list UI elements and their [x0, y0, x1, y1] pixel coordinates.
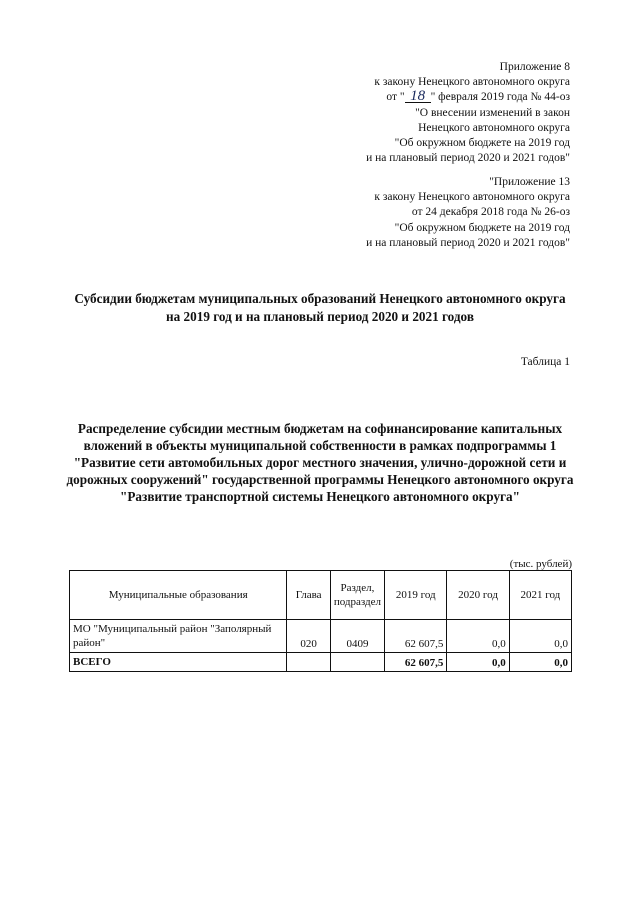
row-2021: 0,0 — [509, 620, 571, 653]
table-header-row — [70, 571, 572, 620]
table-label: Таблица 1 — [520, 356, 570, 368]
appendix-8-line-5: Ненецкого автономного округа — [418, 121, 570, 134]
appendix-8-header — [250, 60, 570, 166]
total-2020: 0,0 — [447, 653, 509, 672]
table-title: Распределение субсидии местным бюджетам на софинансирование капитальных вложений в объекты муниципальной собственности в рамках подпрограммы 1 "Развитие сети автомобильных дорог местного значения, улично-дорожной сети и дорожных сооружений" государственной программы Ненецкого автономного округа "Развитие транспортной системы Ненецкого автономного округа" — [66, 421, 574, 504]
date-suffix: " февраля 2019 года № 44-оз — [430, 91, 570, 104]
document-title: Субсидии бюджетам муниципальных образований Ненецкого автономного округа на 2019 год и на плановый период 2020 и 2021 годов — [74, 291, 566, 324]
total-2021: 0,0 — [509, 653, 571, 672]
total-glava-empty — [287, 653, 330, 672]
date-prefix: от " — [386, 91, 405, 104]
appendix-8-line-4: "О внесении изменений в закон — [415, 106, 570, 119]
total-razdel-empty — [330, 653, 384, 672]
row-2020: 0,0 — [447, 620, 509, 653]
appendix-8-number: Приложение 8 — [499, 61, 570, 73]
appendix-13-line-5: и на плановый период 2020 и 2021 годов" — [366, 236, 570, 249]
appendix-13-number: "Приложение 13 — [489, 176, 570, 188]
appendix-13-law-ref: к закону Ненецкого автономного округа — [374, 191, 570, 204]
row-glava: 020 — [287, 620, 330, 653]
appendix-13-line-4: "Об окружном бюджете на 2019 год — [394, 221, 570, 234]
handwritten-day: 18 — [405, 90, 431, 103]
header-2019: 2019 год — [385, 571, 447, 620]
header-razdel: Раздел, подраздел — [330, 571, 384, 620]
units-label: (тыс. рублей) — [509, 558, 572, 570]
header-2020: 2020 год — [447, 571, 509, 620]
row-municipality: МО "Муниципальный район "Заполярный район" — [70, 620, 287, 653]
subsidy-table — [69, 570, 572, 672]
row-2019: 62 607,5 — [385, 620, 447, 653]
header-glava: Глава — [287, 571, 330, 620]
appendix-13-date: от 24 декабря 2018 года № 26-оз — [411, 206, 570, 219]
total-2019: 62 607,5 — [385, 653, 447, 672]
header-municipality: Муниципальные образования — [70, 571, 287, 620]
appendix-8-line-6: "Об окружном бюджете на 2019 год — [394, 137, 570, 150]
row-razdel: 0409 — [330, 620, 384, 653]
appendix-13-header — [250, 175, 570, 251]
total-row — [70, 653, 572, 672]
appendix-8-law-ref: к закону Ненецкого автономного округа — [374, 76, 570, 89]
appendix-8-line-7: и на плановый период 2020 и 2021 годов" — [366, 152, 570, 165]
table-row — [70, 620, 572, 653]
total-label: ВСЕГО — [70, 653, 287, 672]
header-2021: 2021 год — [509, 571, 571, 620]
appendix-8-date — [250, 90, 570, 105]
